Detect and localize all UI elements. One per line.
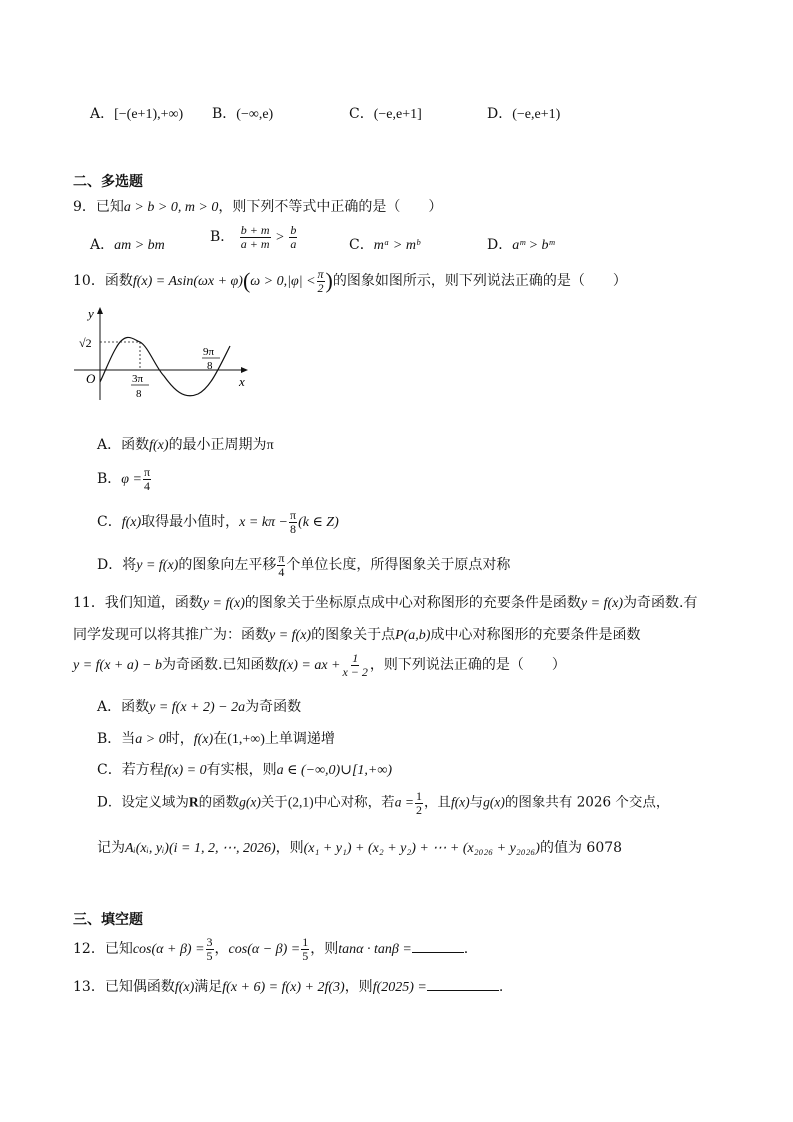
q11-option-d-line2: 记为Aᵢ(xᵢ, yᵢ)(i = 1, 2, ⋯, 2026)，则(x₁ + y₁) + (x₂ + y₂) + ⋯ + (x₂₀₂₆ + y₂₀₂₆)的值为 6078 [97,840,623,856]
question-13: 13．已知偶函数f(x)满足f(x + 6) = f(x) + 2f(3)，则f(2025) = . [73,979,504,995]
section-title-multi: 二、多选题 [73,174,143,190]
question-11-line1: 11．我们知道，函数y = f(x)的图象关于坐标原点成中心对称图形的充要条件是函数y = f(x)为奇函数.有 [73,595,698,611]
q9-option-c: C．mᵃ > mᵇ [349,237,420,253]
q9-option-b: B． $\frac{b + m}{a + m}$ > $\frac{b}{a}$ [210,223,297,251]
q10-sine-graph [72,306,252,406]
section-title-fill: 三、填空题 [73,912,143,928]
question-11-line2: 同学发现可以将其推广为：函数y = f(x)的图象关于点P(a,b)成中心对称图形的充要条件是函数 [73,627,641,643]
x2-den: 8 [207,360,213,372]
q11-option-b: B．当a > 0时，f(x)在(1,+∞)上单调递增 [97,731,335,747]
q8-option-d: D．(−e,e+1) [487,106,561,122]
x1-num: 3π [132,373,144,385]
q11-option-c: C．若方程f(x) = 0有实根，则a ∈ (−∞,0)∪[1,+∞) [97,762,392,778]
q9-option-a: A．am > bm [90,237,165,253]
x-axis-arrow [241,367,248,373]
q9-option-d: D．aᵐ > bᵐ [487,237,555,253]
y-axis-arrow [97,307,103,314]
q11-option-d: D．设定义域为R的函数g(x)关于(2,1)中心对称，若a = $\frac{1}{2}$ ，且f(x)与g(x)的图象共有 2026 个交点， [97,789,670,817]
question-9: 9．已知a > b > 0, m > 0，则下列不等式中正确的是（ ） [73,199,443,215]
q8-option-a: A．[−(e+1),+∞) [90,106,184,122]
x1-den: 8 [136,388,142,400]
origin-label: O [86,371,96,386]
q10-option-a: A．函数f(x)的最小正周期为π [97,437,274,453]
q8-option-b: B．(−∞,e) [212,106,274,122]
q13-answer-blank[interactable] [427,978,499,991]
sqrt2-label: √2 [79,336,92,350]
question-12: 12．已知cos(α + β) = $\frac{3}{5}$ ，cos(α − β) = $\frac{1}{5}$ ，则tanα · tanβ = . [73,935,469,963]
q11-option-a: A．函数y = f(x + 2) − 2a为奇函数 [97,699,302,715]
y-axis-label: y [88,306,94,321]
q10-option-b: B．φ = $\frac{\pi}{4}$ [97,465,151,493]
q12-answer-blank[interactable] [412,940,464,953]
question-11-line3: y = f(x + a) − b为奇函数.已知函数f(x) = ax + $\frac{1}{x - 2}$ ，则下列说法正确的是（ ） [73,651,566,679]
x2-num: 9π [203,346,215,358]
x-axis-label: x [239,374,245,389]
q10-option-c: C．f(x)取得最小值时，x = kπ − $\frac{\pi}{8}$ (k ∈ Z) [97,508,339,536]
q8-option-c: C．(−e,e+1] [349,106,422,122]
question-10: 10．函数f(x) = Asin(ωx + φ)(ω > 0,|φ| < $\frac{\pi}{2}$ )的图象如图所示，则下列说法正确的是（ ） [73,267,627,295]
q10-option-d: D．将y = f(x)的图象向左平移 $\frac{\pi}{4}$ 个单位长度，所得图象关于原点对称 [97,551,511,579]
